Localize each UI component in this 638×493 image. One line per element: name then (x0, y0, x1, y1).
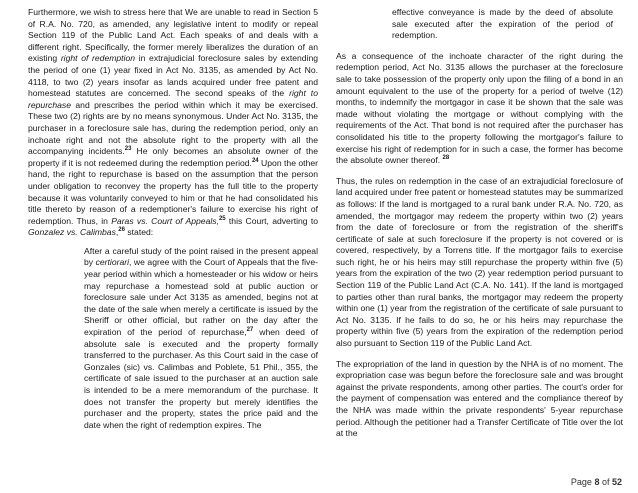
text-run: Upon the other hand, the right to repurchase is based on the assumption that the person under obligation to reconvey the property has the full title to the property because it was voluntarily conveyed to him or that he had consolidated his title thereto by reason of a redemptioner's failure to exercise his right of redemption. Thus, in (28, 157, 318, 226)
text-run: and prescribes the period within which it may be exercised. These two (2) rights are by no means synonymous. Under Act No. 3135, the purchaser in a foreclosure sale has, during the redemption period, only an inchoate right and not the absolute right to the property with all the accompanying incidents. (28, 99, 318, 157)
current-page-number: 8 (594, 477, 600, 487)
text-run: , we agree with the Court of Appeals that the five-year period within which a homesteader or his widow or heirs may repurchase a homestead sold at public auction or foreclosure sale under Act 3135 as amended, begins not at the date of the sale when merely a certificate is issued by the Sheriff or other official, but rather on the day after the expiration of the period of repurchase, (84, 257, 318, 338)
footnote-ref[interactable]: 27 (246, 327, 254, 334)
left-column (28, 7, 318, 431)
text-run: in extrajudicial foreclosure sales by extending the period of one (1) year fixed in Act No. 3135, as amended by Act No. 4118, to two (2) years insofar as lands acquired under free patent and homestead statutes are concerned. The second speaks of the (28, 53, 319, 99)
total-page-number: 52 (611, 477, 622, 487)
paragraph-redemption-vs-repurchase (28, 7, 318, 239)
footnote-ref[interactable]: 23 (124, 146, 132, 153)
page-label: Page (570, 477, 595, 487)
case-citation: Gonzalez vs. Calimbas (28, 227, 116, 238)
paragraph-rules-summary: Thus, the rules on redemption in the case of an extrajudicial foreclosure of land acquired under free patent or homestead statutes may be summarized as follows: If the land is mortgaged to a rural bank under R.A. No. 720, as amended, the mortgagor may redeem the property within two (2) years from the date of foreclosure or from the registration of the sheriff's certificate of sale at such foreclosure if the property is not covered or is covered, respectively, by a Torrens title. If the mortgagor fails to exercise such right, he or his heirs may still repurchase the property within five (5) years from the expiration of the two (2) year redemption period pursuant to Section 119 of the Public Land Act (C.A. No. 141). If the land is mortgaged to parties other than rural banks, the mortgagor may redeem the property within one (1) year from the registration of the certificate of sale pursuant to Act No. 3135. If he fails to do so, he or his heirs may repurchase the property within five (5) years from the expiration of the redemption period also pursuant to Section 119 of the Public Land Act. (336, 175, 623, 349)
text-run: He only becomes an absolute owner of the property if it is not redeemed during the redemption period. (28, 146, 318, 168)
block-quote-continued: effective conveyance is made by the deed of absolute sale executed after the expiration of the period of redemption. (392, 7, 613, 41)
text-run: After a careful study of the point raised in the present appeal by (84, 245, 318, 268)
block-quote (84, 246, 318, 432)
page-of-label: of (599, 477, 612, 487)
text-run: , (115, 227, 119, 238)
text-run: when deed of absolute sale is executed and the property formally transferred to the purchaser. As this Court said in the case of Gonzales (sic) vs. Calimbas and Poblete, 51 Phil., 355, the certificate of sale issued to the purchaser at an auction sale is intended to be a mere memorandum of the purchase. It does not transfer the property but merely identifies the purchaser and the property, states the price paid and the date when the right of redemption expires. The (84, 327, 318, 430)
emphasis-text: certiorari (95, 257, 130, 268)
text-run: Furthermore, we wish to stress here that We are unable to read in Section 5 of R.A. No. 720, as amended, any legislative intent to modify or repeal Section 119 of the Public Land Act. Each speaks of and deals with a different right. Specifically, the former merely liberalizes the duration of an existing (28, 7, 318, 64)
footnote-ref[interactable]: 25 (218, 215, 226, 222)
page-number-footer (571, 477, 622, 487)
footnote-ref[interactable]: 28 (442, 155, 450, 162)
right-column (336, 7, 623, 440)
emphasis-text: right of redemption (60, 53, 136, 64)
footnote-ref[interactable]: 24 (251, 157, 259, 164)
text-run: this Court, adverting to (225, 215, 318, 226)
footnote-ref[interactable]: 26 (118, 227, 125, 234)
text-run: stated: (124, 227, 154, 238)
case-citation: Paras vs. Court of Appeals, (111, 215, 219, 226)
emphasis-text: right to repurchase (28, 88, 318, 110)
text-run: As a consequence of the inchoate character of the right during the redemption period, Act No. 3135 allows the purchaser at the foreclosure sale to take possession of the property only upon the filing of a bond in an amount equivalent to the use of the property for a period of twelve (12) months, to indemnify the mortgagor in case it be shown that the sale was made without violating the mortgage or without complying with the requirements of the Act. That bond is not required after the purchaser has consolidated his title to the property following the mortgagor's failure to exercise his right of redemption for in such a case, the former has become the absolute owner thereof. (336, 50, 623, 166)
paragraph-expropriation: The expropriation of the land in question by the NHA is of no moment. The expropriation case was begun before the foreclosure sale and was brought against the private respondents, among other parties. The court's order for the payment of compensation was entered and the compliance thereof by the NHA was made within the private respondents' 5-year repurchase period. Although the petitioner had a Transfer Certificate of Title over the lot at the (336, 358, 623, 439)
paragraph-inchoate-right (336, 51, 623, 167)
